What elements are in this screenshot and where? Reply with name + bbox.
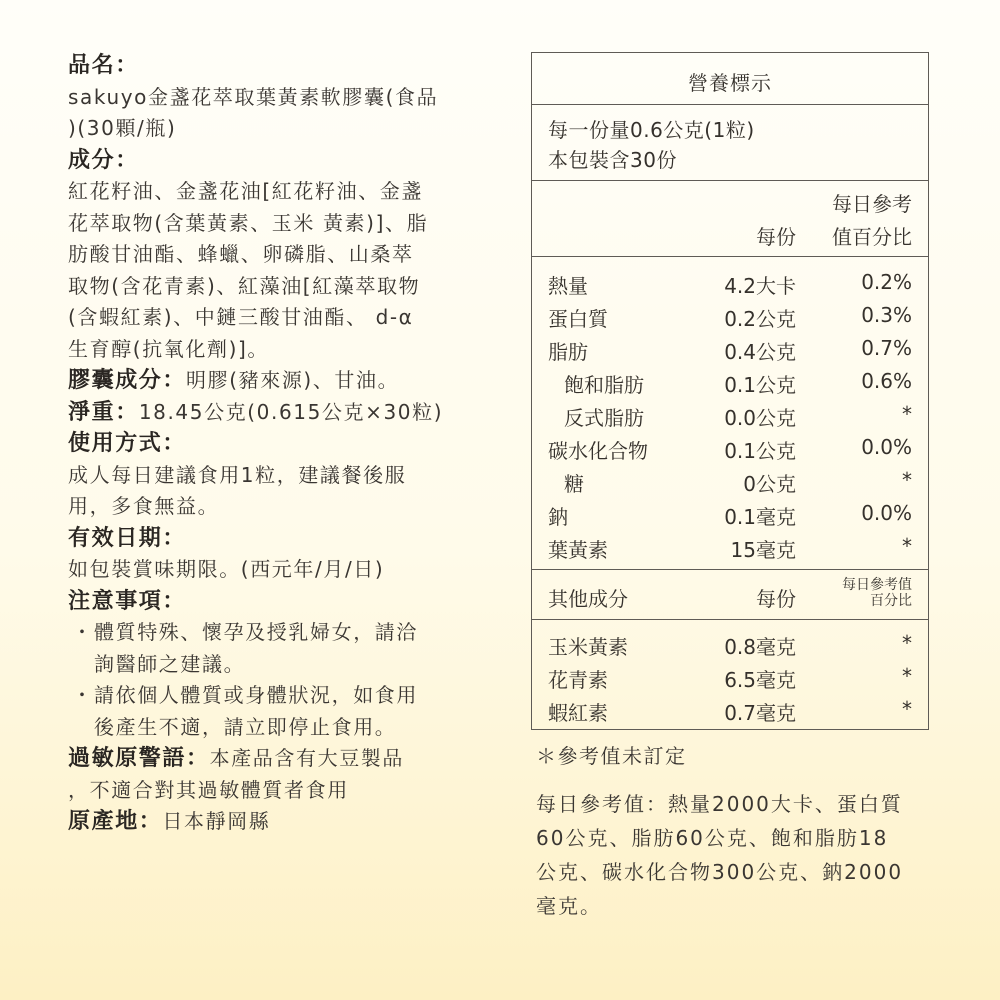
ingredients-line: (含蝦紅素)、中鏈三酸甘油酯、 d-α bbox=[68, 305, 414, 329]
nutrient-dv: 0.3% bbox=[861, 303, 912, 327]
nutrient-dv: 0.0% bbox=[861, 501, 912, 525]
nutrient-dv: 0.0% bbox=[861, 435, 912, 459]
nutrient-name: 蛋白質 bbox=[548, 307, 608, 331]
column-header-section bbox=[532, 180, 928, 257]
allergen-value: 本產品含有大豆製品 bbox=[209, 746, 405, 770]
other-header-section bbox=[532, 569, 928, 620]
notice-label: 注意事項： bbox=[68, 588, 187, 614]
other-name: 花青素 bbox=[548, 668, 608, 692]
notice-line: 詢醫師之建議。 bbox=[94, 651, 246, 676]
expiry-value: 如包裝賞味期限。(西元年/月/日) bbox=[68, 557, 385, 581]
nutrition-title: 營養標示 bbox=[688, 71, 772, 95]
net-weight bbox=[68, 397, 468, 429]
other-rows bbox=[532, 619, 928, 729]
serving-section bbox=[532, 104, 928, 181]
capsule-ingredients bbox=[68, 365, 468, 397]
daily-reference-line: 毫克。 bbox=[536, 894, 602, 918]
other-name: 玉米黃素 bbox=[548, 635, 628, 659]
nutrition-table bbox=[531, 52, 929, 730]
net-weight-label: 淨重： bbox=[68, 399, 139, 425]
allergen-label: 過敏原警語： bbox=[68, 746, 210, 771]
ingredients-line: 肪酸甘油酯、蜂蠟、卵磷脂、山桑萃 bbox=[68, 242, 414, 266]
servings-per-pack: 本包裝含30份 bbox=[548, 148, 677, 172]
capsule-label: 膠囊成分： bbox=[68, 368, 187, 393]
nutrition-title-section bbox=[532, 53, 928, 105]
nutrient-amount: 0.4公克 bbox=[724, 340, 796, 364]
product-name-line2: )(30顆/瓶) bbox=[68, 116, 177, 140]
capsule-value: 明膠(豬來源)、甘油。 bbox=[186, 368, 400, 392]
nutrient-name: 反式脂肪 bbox=[564, 406, 644, 430]
nutrient-amount: 15毫克 bbox=[730, 538, 796, 562]
daily-reference-line: 公克、碳水化合物300公克、鈉2000 bbox=[536, 860, 904, 884]
other-col-per-serving: 每份 bbox=[756, 587, 796, 611]
notice-item bbox=[68, 680, 468, 743]
notice-line: 請依個人體質或身體狀況，如食用 bbox=[94, 683, 418, 707]
daily-reference-line: 每日參考值：熱量2000大卡、蛋白質 bbox=[536, 792, 903, 816]
nutrient-name: 熱量 bbox=[548, 274, 588, 298]
net-weight-value: 18.45公克(0.615公克×30粒) bbox=[138, 399, 444, 424]
nutrient-dv: * bbox=[902, 468, 912, 492]
origin-label: 原產地： bbox=[68, 809, 163, 834]
nutrient-dv: * bbox=[902, 534, 912, 558]
nutrient-dv: 0.7% bbox=[861, 336, 912, 360]
other-col-dv-line2: 百分比 bbox=[870, 593, 912, 609]
product-name-line1: sakuyo金盞花萃取葉黃素軟膠囊(食品 bbox=[68, 84, 439, 109]
ingredients-line: 花萃取物(含葉黃素、玉米 黃素)]、脂 bbox=[68, 210, 429, 235]
footnote: ＊參考值未訂定 bbox=[536, 744, 687, 768]
bullet: ・ bbox=[72, 683, 94, 707]
other-dv: * bbox=[902, 631, 912, 655]
notice-item bbox=[68, 617, 468, 680]
nutrient-name: 脂肪 bbox=[548, 340, 588, 364]
nutrient-name: 葉黃素 bbox=[548, 538, 608, 562]
notice-line: 後產生不適，請立即停止食用。 bbox=[94, 714, 397, 739]
daily-reference-line: 60公克、脂肪60公克、飽和脂肪18 bbox=[536, 826, 889, 850]
col-dv-line2: 值百分比 bbox=[832, 225, 912, 249]
usage-label: 使用方式： bbox=[68, 431, 187, 456]
nutrient-name: 飽和脂肪 bbox=[564, 373, 644, 397]
nutrient-name: 碳水化合物 bbox=[548, 439, 648, 463]
allergen-value-line2: ，不適合對其過敏體質者食用 bbox=[68, 777, 349, 802]
bullet: ・ bbox=[72, 620, 94, 644]
usage-line: 成人每日建議食用1粒，建議餐後服 bbox=[68, 462, 407, 487]
other-name: 蝦紅素 bbox=[548, 701, 608, 725]
notice-line: 體質特殊、懷孕及授乳婦女，請洽 bbox=[94, 620, 418, 644]
nutrient-amount: 0.2公克 bbox=[724, 307, 796, 331]
other-dv: * bbox=[902, 697, 912, 721]
nutrient-amount: 0.1毫克 bbox=[724, 505, 796, 529]
other-amount: 6.5毫克 bbox=[724, 668, 796, 692]
origin bbox=[68, 806, 468, 838]
nutrient-name: 鈉 bbox=[548, 505, 568, 529]
nutrient-amount: 0.1公克 bbox=[724, 439, 796, 463]
nutrient-name: 糖 bbox=[564, 472, 584, 496]
product-info bbox=[68, 50, 468, 838]
product-name-label: 品名： bbox=[68, 53, 139, 78]
nutrient-dv: 0.6% bbox=[861, 369, 912, 393]
col-dv-line1: 每日參考 bbox=[832, 192, 912, 216]
ingredients-line: 紅花籽油、金盞花油[紅花籽油、金盞 bbox=[68, 179, 424, 203]
ingredients-line: 取物(含花青素)、紅藻油[紅藻萃取物 bbox=[68, 273, 421, 298]
nutrient-dv: * bbox=[902, 402, 912, 426]
nutrient-rows bbox=[532, 256, 928, 570]
other-amount: 0.8毫克 bbox=[724, 635, 796, 659]
nutrient-amount: 0.1公克 bbox=[724, 373, 796, 397]
daily-reference bbox=[536, 787, 928, 923]
usage-line: 用，多食無益。 bbox=[68, 494, 220, 518]
expiry-label: 有效日期： bbox=[68, 525, 187, 551]
serving-size: 每一份量0.6公克(1粒) bbox=[548, 118, 755, 142]
other-dv: * bbox=[902, 664, 912, 688]
origin-value: 日本靜岡縣 bbox=[162, 809, 271, 833]
ingredients-label: 成分： bbox=[68, 147, 139, 173]
col-per-serving: 每份 bbox=[756, 225, 796, 249]
other-label: 其他成分 bbox=[548, 587, 628, 611]
nutrient-amount: 4.2大卡 bbox=[724, 274, 796, 298]
nutrient-amount: 0公克 bbox=[743, 472, 796, 496]
nutrient-amount: 0.0公克 bbox=[724, 406, 796, 430]
allergen-warning bbox=[68, 743, 468, 775]
ingredients-line: 生育醇(抗氧化劑)]。 bbox=[68, 336, 270, 361]
nutrient-dv: 0.2% bbox=[861, 270, 912, 294]
other-amount: 0.7毫克 bbox=[724, 701, 796, 725]
other-col-dv-line1: 每日參考值 bbox=[842, 577, 912, 593]
